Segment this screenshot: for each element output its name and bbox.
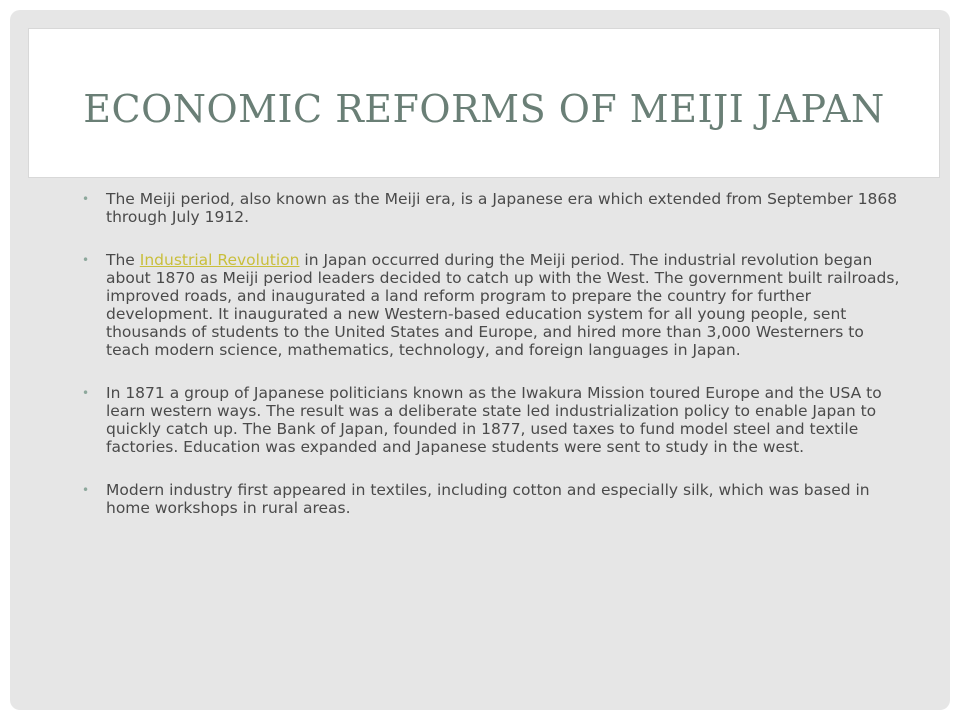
bullet-text: The Meiji period, also known as the Meiji era, is a Japanese era which extended from September 1868 through July 1912. bbox=[106, 190, 898, 226]
bullet-text-prefix: The bbox=[106, 251, 140, 269]
bullet-icon: • bbox=[82, 192, 90, 206]
bullet-text-suffix: in Japan occurred during the Meiji period. The industrial revolution began about 1870 as Meiji period leaders decided to catch up with the West. The government built railroads, improved roads, and inaugurated a land reform program to prepare the country for further development. It inaugurated a new Western-based education system for all young people, sent thousands of students to the United States and Europe, and hired more than 3,000 Westerners to teach modern science, mathematics, technology, and foreign languages in Japan. bbox=[106, 251, 900, 359]
bullet-item bbox=[80, 481, 900, 517]
title-band-inner bbox=[39, 39, 929, 167]
bullet-icon: • bbox=[82, 253, 90, 267]
bullet-icon: • bbox=[82, 483, 90, 497]
bullet-item bbox=[80, 251, 900, 359]
industrial-revolution-link[interactable]: Industrial Revolution bbox=[139, 251, 300, 269]
bullet-item bbox=[80, 384, 900, 456]
bullet-text: Modern industry first appeared in textiles, including cotton and especially silk, which was based in home workshops in rural areas. bbox=[106, 481, 870, 517]
slide-title: ECONOMIC REFORMS OF MEIJI JAPAN bbox=[83, 87, 885, 131]
bullet-text: In 1871 a group of Japanese politicians known as the Iwakura Mission toured Europe and the USA to learn western ways. The result was a deliberate state led industrialization policy to enable Japan to quickly catch up. The Bank of Japan, founded in 1877, used taxes to fund model steel and textile factories. Education was expanded and Japanese students were sent to study in the west. bbox=[106, 384, 882, 456]
bullet-item bbox=[80, 190, 900, 226]
bullet-list bbox=[80, 190, 900, 542]
title-band bbox=[28, 28, 940, 178]
bullet-icon: • bbox=[82, 386, 90, 400]
slide bbox=[10, 10, 950, 710]
